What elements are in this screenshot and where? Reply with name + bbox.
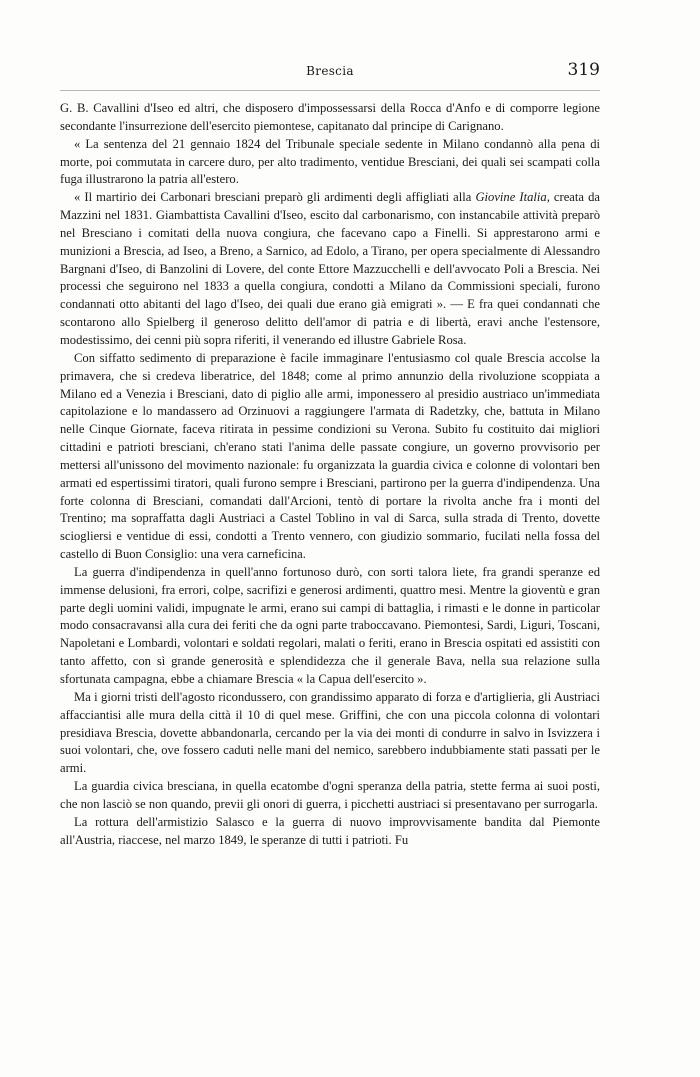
paragraph-6: Ma i giorni tristi dell'agosto ricondussero, con grandissimo apparato di forza e d'artiglieria, gli Austriaci affacciantisi alle mura della città il 10 di quel mese. Griffini, che con una piccola colonna di volontari presidiava Brescia, dovette abbandonarla, cercando per la via dei monti di condurre in salvo in Isvizzera i suoi volontari, che, ove fossero caduti nelle mani del nemico, sarebbero indubbiamente stati passati per le armi. [60, 689, 600, 776]
paragraph-7: La guardia civica bresciana, in quella ecatombe d'ogni speranza della patria, stette ferma ai suoi posti, che non lasciò se non quando, previi gli onori di guerra, i picchetti austriaci si presentavano per surrogarla. [60, 779, 600, 811]
running-title: Brescia [306, 64, 354, 78]
page-number: 319 [567, 60, 600, 80]
paragraph-3-lead: « Il martirio dei Carbonari bresciani preparò gli ardimenti degli affigliati alla [74, 190, 476, 205]
paragraph-3 [60, 189, 600, 350]
paragraph-2: « La sentenza del 21 gennaio 1824 del Tribunale speciale sedente in Milano condannò alla pena di morte, poi commutata in carcere duro, per alto tradimento, ventidue Bresciani, dei quali sei scampati colla fuga illustrarono la patria all'estero. [60, 136, 600, 187]
header-rule [60, 90, 600, 91]
body-text [60, 100, 600, 849]
paragraph-1: G. B. Cavallini d'Iseo ed altri, che disposero d'impossessarsi della Rocca d'Anfo e di comporre legione secondante l'insurrezione dell'esercito piemontese, capitanato dal principe di Carignano. [60, 101, 600, 133]
paragraph-3-rest: , creata da Mazzini nel 1831. Giambattista Cavallini d'Iseo, escito dal carbonarismo, con instancabile attività preparò nel Bresciano i comitati della nuova congiura, che facevano capo a Finelli. Si apprestarono armi e munizioni a Brescia, ad Iseo, a Breno, a Sarnico, ad Edolo, a Tirano, per opera specialmente di Alessandro Bargnani d'Iseo, di Banzolini di Lovere, del conte Ettore Mazzucchelli e dell'avvocato Poli a Brescia. Nei processi che seguirono nel 1833 a quella congiura, condotti a Milano da Commissioni speciali, furono condannati otto abitanti del lago d'Iseo, dei quali due erano già emigrati ». — E fra quei condannati che scontarono allo Spielberg il generoso delitto dell'amor di patria e di libertà, eravi anche l'estensore, modestissimo, dei cenni più sopra riferiti, il venerando ed illustre Gabriele Rosa. [60, 190, 600, 347]
paragraph-3-italic-title: Giovine Italia [475, 190, 547, 205]
paragraph-8: La rottura dell'armistizio Salasco e la guerra di nuovo improvvisamente bandita dal Piemonte all'Austria, riaccese, nel marzo 1849, le speranze di tutti i patrioti. Fu [60, 814, 600, 847]
paragraph-5: La guerra d'indipendenza in quell'anno fortunoso durò, con sorti talora liete, fra grandi speranze ed immense delusioni, fra errori, colpe, sacrifizi e generosi ardimenti, quattro mesi. Mentre la gioventù e gran parte degli uomini validi, impugnate le armi, erano sui campi di battaglia, i rimasti e le donne in particolar modo consacravansi alla cura dei feriti che da ogni parte traboccavano. Piemontesi, Sardi, Liguri, Toscani, Napoletani e Lombardi, volontari e soldati regolari, malati o feriti, erano in Brescia ospitati ed assistiti con tanto affetto, con sì grande generosità e splendidezza che il generale Bava, nella sua relazione sulla sfortunata campagna, ebbe a chiamare Brescia « la Capua dell'esercito ». [60, 564, 600, 686]
running-head [60, 62, 600, 86]
paragraph-4: Con siffatto sedimento di preparazione è facile immaginare l'entusiasmo col quale Brescia accolse la primavera, che si credeva liberatrice, del 1848; come al primo annunzio della rivoluzione scoppiata a Milano ed a Venezia i Bresciani, dato di piglio alle armi, imponessero al presidio austriaco un'immediata capitolazione e lo mandassero ad Orzinuovi a raggiungere l'armata di Radetzky, che, battuta in Milano nelle Cinque Giornate, faceva ritirata in pessime condizioni su Verona. Subito fu costituito dai migliori cittadini e patrioti bresciani, ch'erano stati l'anima delle passate congiure, un governo provvisorio per mettersi all'unissono del movimento nazionale: fu organizzata la guardia civica e colonne di volontari ben armati ed espertissimi tiratori, quali furono sempre i Bresciani, partirono per la guerra d'indipendenza. Una forte colonna di Bresciani, comandati dall'Arcioni, tentò di portare la rivolta anche fra i monti del Trentino; ma sopraffatta dagli Austriaci a Castel Toblino in val di Sarca, sulla strada di Trento, dovette sciogliersi e ventidue di essi, condotti a Trento vennero, con giudizio sommario, fucilati nella fossa del castello di Buon Consiglio: una vera carneficina. [60, 350, 600, 562]
